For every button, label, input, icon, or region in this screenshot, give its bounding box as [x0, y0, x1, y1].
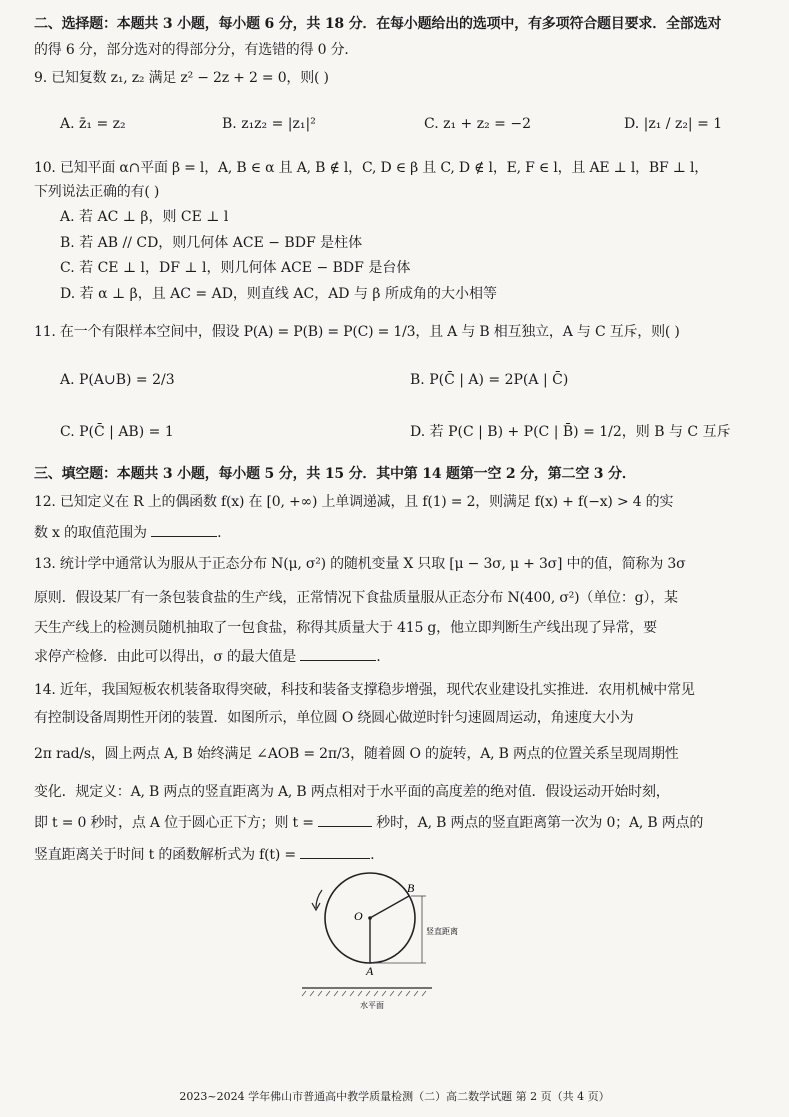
question-11-option-b: B. P(C̄ | A) = 2P(A | C̄) — [410, 372, 569, 388]
question-12-line-1: 12. 已知定义在 R 上的偶函数 f(x) 在 [0, +∞) 上单调递减，且 f(1) = 2，则满足 f(x) + f(−x) > 4 的实 — [34, 494, 674, 510]
rotating-circle-figure — [292, 870, 492, 1020]
question-14-line-3: 2π rad/s，圆上两点 A, B 始终满足 ∠AOB = 2π/3，随着圆 O 的旋转，A, B 两点的位置关系呈现周期性 — [34, 746, 679, 762]
ground-hatching — [302, 991, 426, 996]
question-11-option-a: A. P(A∪B) = 2/3 — [60, 372, 175, 388]
question-12-line-2: 数 x 的取值范围为 . — [34, 525, 222, 541]
question-13-text: 求停产检修．由此可以得出，σ 的最大值是 — [34, 649, 297, 665]
question-14-line-1: 14. 近年，我国短板农机装备取得突破，科技和装备支撑稳步增强，现代农业建设扎实推进．农用机械中常见 — [34, 682, 695, 698]
question-11-option-c: C. P(C̄ | AB) = 1 — [60, 424, 174, 440]
question-14-line-5 — [34, 814, 759, 832]
question-10-option-c: C. 若 CE ⊥ l，DF ⊥ l，则几何体 ACE − BDF 是台体 — [60, 260, 411, 276]
label-a: A — [366, 964, 374, 978]
question-14-line-6: 竖直距离关于时间 t 的函数解析式为 f(t) = . — [34, 847, 375, 863]
label-o: O — [354, 909, 363, 923]
question-9-option-a: A. z̄₁ = z₂ — [60, 116, 126, 132]
label-vertical-distance: 竖直距离 — [426, 927, 458, 936]
answer-blank-14-1 — [318, 814, 372, 827]
label-b: B — [407, 881, 415, 895]
radius-ob — [370, 896, 409, 918]
label-ground: 水平面 — [360, 1001, 384, 1010]
question-10-option-a: A. 若 AC ⊥ β，则 CE ⊥ l — [60, 209, 229, 225]
section-3-header: 三、填空题：本题共 3 小题，每小题 5 分，共 15 分．其中第 14 题第一空 2 分，第二空 3 分． — [34, 466, 636, 482]
question-11-option-d: D. 若 P(C | B) + P(C | B̄) = 1/2，则 B 与 C 互斥 — [410, 424, 731, 440]
question-11-stem: 11. 在一个有限样本空间中，假设 P(A) = P(B) = P(C) = 1/3，且 A 与 B 相互独立，A 与 C 互斥，则( ) — [34, 324, 680, 340]
center-point — [368, 916, 372, 920]
question-12-text: 数 x 的取值范围为 — [34, 525, 147, 541]
section-2-header: 二、选择题：本题共 3 小题，每小题 6 分，共 18 分．在每小题给出的选项中，有多项符合题目要求．全部选对 — [34, 16, 722, 32]
question-10-stem-cont: 下列说法正确的有( ) — [34, 184, 160, 200]
question-10-option-d: D. 若 α ⊥ β，且 AC = AD，则直线 AC，AD 与 β 所成角的大小相等 — [60, 286, 497, 302]
question-13-line-2: 原则．假设某厂有一条包装食盐的生产线，正常情况下食盐质量服从正态分布 N(400, σ²)（单位：g），某 — [34, 590, 678, 606]
answer-blank-12 — [151, 524, 217, 537]
question-14-text-c: 竖直距离关于时间 t 的函数解析式为 f(t) = — [34, 847, 296, 863]
question-14-text-b: 秒时，A, B 两点的竖直距离第一次为 0；A, B 两点的 — [376, 815, 704, 831]
question-13-line-1: 13. 统计学中通常认为服从于正态分布 N(μ, σ²) 的随机变量 X 只取 [μ − 3σ, μ + 3σ] 中的值，简称为 3σ — [34, 556, 686, 572]
question-10-stem: 10. 已知平面 α∩平面 β = l，A, B ∈ α 且 A, B ∉ l，C, D ∈ β 且 C, D ∉ l，E, F ∈ l，且 AE ⊥ l，BF ⊥ l， — [34, 160, 709, 176]
answer-blank-13 — [300, 648, 376, 661]
question-14-line-4: 变化．规定义：A, B 两点的竖直距离为 A, B 两点相对于水平面的高度差的绝对值．假设运动开始时刻， — [34, 784, 670, 800]
question-9-option-d: D. |z₁ / z₂| = 1 — [624, 116, 723, 132]
answer-blank-14-2 — [300, 846, 370, 859]
question-14-text-a: 即 t = 0 秒时，点 A 位于圆心正下方；则 t = — [34, 815, 314, 831]
question-13-line-3: 天生产线上的检测员随机抽取了一包食盐，称得其质量大于 415 g，他立即判断生产线出现了异常，要 — [34, 620, 657, 636]
question-9-option-c: C. z₁ + z₂ = −2 — [424, 116, 531, 132]
question-9-stem: 9. 已知复数 z₁, z₂ 满足 z² − 2z + 2 = 0，则( ) — [34, 70, 329, 86]
page-footer: 2023~2024 学年佛山市普通高中教学质量检测（二）高二数学试题 第 2 页（共 4 页） — [179, 1090, 610, 1103]
question-14-line-2: 有控制设备周期性开闭的装置．如图所示，单位圆 O 绕圆心做逆时针匀速圆周运动，角速度大小为 — [34, 710, 634, 726]
section-2-header-cont: 的得 6 分，部分选对的得部分分，有选错的得 0 分． — [34, 42, 359, 58]
question-13-line-4: 求停产检修．由此可以得出，σ 的最大值是 . — [34, 649, 381, 665]
question-10-option-b: B. 若 AB // CD，则几何体 ACE − BDF 是柱体 — [60, 235, 363, 251]
question-9-option-b: B. z₁z₂ = |z₁|² — [222, 116, 316, 132]
